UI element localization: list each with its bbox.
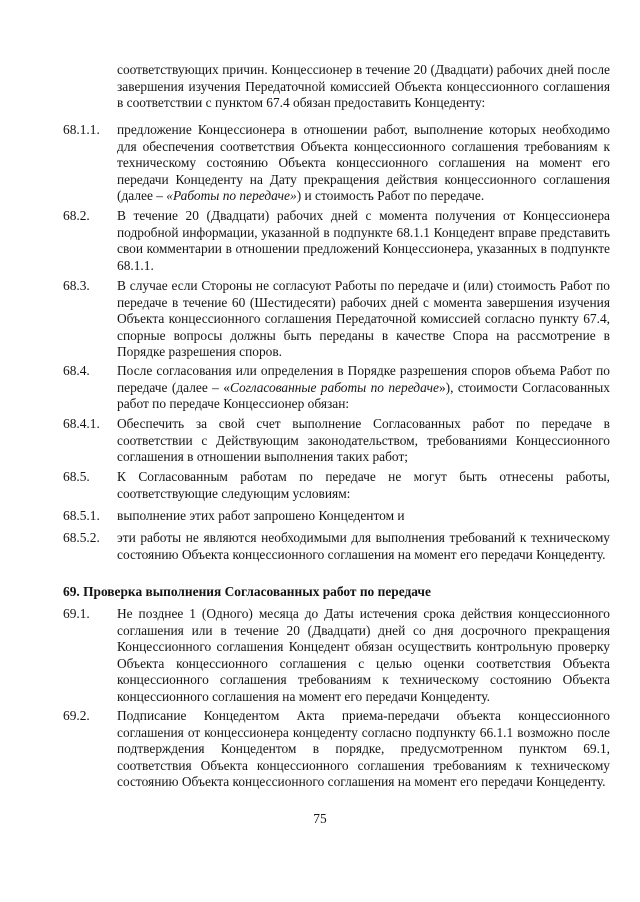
clause-number: 69.1. — [63, 606, 90, 621]
defined-term: «Работы по передаче» — [166, 188, 297, 204]
page-number: 75 — [313, 811, 327, 826]
clause-text: предложение Концессионера в отношении работ, выполнение которых необходимо для обеспечения соответствия Объекта концессионного соглашения требованиям к техническому состоянию Объекта концессионного соглашения на момент его передачи Концеденту на Дату прекращения действия концессионного соглашения (далее – «Работы по передаче») и стоимость Работ по передаче. — [117, 122, 610, 204]
clause-number: 68.3. — [63, 278, 90, 293]
clause-text: эти работы не являются необходимыми для выполнения требований к техническому состоянию Объекта концессионного соглашения на момент его передачи Концеденту. — [117, 530, 610, 562]
clause-number: 69.2. — [63, 708, 90, 723]
clause-number: 68.4. — [63, 363, 90, 378]
clause-number: 68.5.1. — [63, 508, 100, 523]
clause-number: 68.5. — [63, 469, 90, 484]
clause-text: Подписание Концедентом Акта приема-передачи объекта концессионного соглашения от концессионера концеденту согласно подпункту 66.1.1 возможно после подтверждения Концедентом в порядке, предусмотренном пунктом 69.1, соответствия Объекта концессионного соглашения требованиям к техническому состоянию Объекта концессионного соглашения на момент его передачи Концеденту. — [117, 708, 610, 790]
clause-number: 68.5.2. — [63, 530, 100, 545]
clause-number: 68.1.1. — [63, 122, 100, 137]
clause-text: В течение 20 (Двадцати) рабочих дней с момента получения от Концессионера подробной информации, указанной в подпункте 68.1.1 Концедент вправе представить свои комментарии в отношении предложений Концессионера, указанных в подпункте 68.1.1. — [117, 208, 610, 273]
clause-text: После согласования или определения в Порядке разрешения споров объема Работ по передаче (далее – «Согласованные работы по передаче»), стоимости Согласованных работ по передаче Концессионер обязан: — [117, 363, 610, 412]
clause-text: Обеспечить за свой счет выполнение Согласованных работ по передаче в соответствии с Действующим законодательством, требованиями Концессионного соглашения в отношении выполнения таких работ; — [117, 416, 610, 465]
clause-text: Не позднее 1 (Одного) месяца до Даты истечения срока действия концессионного соглашения или в течение 20 (Двадцати) дней со дня досрочного прекращения Концессионного соглашения Концедент обязан осуществить контрольную проверку Объекта концессионного соглашения с целью оценки соответствия Объекта концессионного соглашения требованиям к техническому состоянию Объекта концессионного соглашения на момент его передачи Концеденту. — [117, 606, 610, 704]
continuation-paragraph: соответствующих причин. Концессионер в течение 20 (Двадцати) рабочих дней после завершения изучения Передаточной комиссией Объекта концессионного соглашения в соответствии с пунктом 67.4 обязан предоставить Концеденту: — [117, 62, 610, 111]
clause-text: выполнение этих работ запрошено Концедентом и — [117, 508, 405, 523]
section-heading-69: 69. Проверка выполнения Согласованных работ по передаче — [63, 584, 431, 599]
clause-number: 68.2. — [63, 208, 90, 223]
clause-text: К Согласованным работам по передаче не могут быть отнесены работы, соответствующие следующим условиям: — [117, 469, 610, 501]
clause-text: В случае если Стороны не согласуют Работы по передаче и (или) стоимость Работ по передаче в течение 60 (Шестидесяти) рабочих дней с момента завершения изучения Объекта концессионного соглашения Передаточной комиссией согласно пункту 67.4, спорные вопросы должны быть переданы в качестве Спора на рассмотрение в Порядке разрешения споров. — [117, 278, 610, 360]
defined-term: Согласованные работы по передаче — [229, 379, 439, 395]
clause-number: 68.4.1. — [63, 416, 100, 431]
